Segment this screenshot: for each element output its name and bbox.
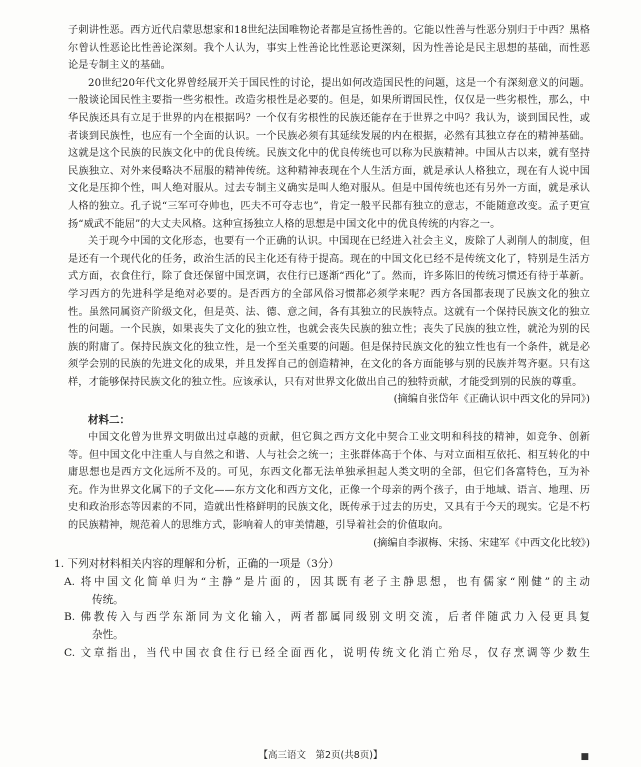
- source-citation-2: (摘编自李淑梅、宋扬、宋建军《中西文化比较》): [373, 537, 590, 549]
- option-b-continuation: 杂性。: [92, 629, 124, 641]
- option-b-label: B.: [64, 611, 76, 624]
- option-a-continuation: 传统。: [92, 593, 124, 606]
- paragraph-national-character: 20世纪20年代文化界曾经展开关于国民性的讨论，提出如何改造国民性的问题，这是一个有深刻意义的问题。一般谈论国民性主要指一些劣根性。改造劣根性是必要的。但是，如果所谓国民性，仅仅是一些劣根性，那么，中华民族还具有立足于世界的内在根据吗？一个仅有劣根性的民族还能存在于世界之中吗？我认为，谈到国民性，或者谈到民族性，也应有一个全面的认识。一个民族必须有其延续发展的内在根据，必然有其独立存在的精神基础。这就是这个民族的民族文化中的优良传统。民族文化中的优良传统也可以称为民族精神。中国从古以来，就有坚持民族独立、对外来侵略决不屈服的精神传统。这种精神表现在个人生活方面，就是承认人格独立，现在有人说中国文化是压抑个性，叫人绝对服从。过去专制主义确实是叫人绝对服从。但是中国传统也还有另外一方面，就是承认人格的独立。孔子说“三军可夺帅也，匹夫不可夺志也”，肯定一般平民都有独立的意志，不能随意改变。孟子更宣扬“威武不能屈”的大丈夫风格。这种宣扬独立人格的思想是中国文化中的优良传统的内容之一。: [68, 77, 590, 230]
- paragraph-material-2: 中国文化曾为世界文明做出过卓越的贡献，但它與之西方文化中契合工业文明和科技的精神，如竞争、创新等。但中国文化中注重人与自然之和谐、人与社会之统一；主张群体高于个体、与对立面相互依托、相互转化的中庸思想也是西方文化远所不及的。可见，东西文化都无法单独承担起人类文明的全部，但它们各富特色，互为补充。作为世界文化属下的子文化——东方文化和西方文化，正像一个母亲的两个孩子，由于地域、语言、地理、历史和政治形态等因素的不同，造就出性格鲜明的民族文化，既传承于过去的历史，又具有于今天的现实。它是不朽的民族精神，规范着人的思维方式，影响着人的审美情趣，引导着社会的价值取向。: [68, 432, 590, 532]
- document-page: [54, 22, 590, 662]
- material-2-heading: 材料二：: [88, 414, 130, 427]
- page-footer: 【高三语文 第2页(共8页)】: [258, 750, 383, 761]
- option-c-text: 文章指出，当代中国衣食住行已经全面西化，说明传统文化消亡殆尽，仅存烹调等少数生: [78, 646, 590, 659]
- corner-mark: ■: [580, 752, 589, 762]
- option-a[interactable]: [64, 574, 590, 592]
- option-b[interactable]: [64, 609, 590, 627]
- option-c[interactable]: [64, 645, 590, 663]
- option-b-text: 佛教传入与西学东渐同为文化输入，两者都属同级别文明交流，后者伴随武力入侵更具复: [78, 611, 590, 624]
- question-1-title: 1. 下列对材料相关内容的理解和分析，正确的一项是（3分）: [54, 558, 340, 571]
- option-a-label: A.: [64, 576, 76, 589]
- paragraph-cultural-form: 关于现今中国的文化形态，也要有一个正确的认识。中国现在已经进入社会主义，废除了人剥削人的制度，但是还有一个现代化的任务，政治生活的民主化还有待于提高。现在的中国文化已经不是传统文化了，特别是生活方式方面，衣食住行，除了食还保留中国烹调，衣住行已逐渐“西化”了。然而，许多陈旧的传统习惯还有待于革新。学习西方的先进科学是绝对必要的。是否西方的全部风俗习惯都必须学来呢？西方各国都表现了民族文化的独立性。虽然同属资产阶级文化，但是英、法、德、意之间，各有其独立的民族特点。这就有一个保持民族文化的独立性的问题。一个民族，如果丧失了文化的独立性，也就会丧失民族的独立性；丧失了民族的独立性，就沦为别的民族的附庸了。保持民族文化的独立性，是一个至关重要的问题。但是保持民族文化的独立性也有一个条件，就是必须学会别的民族的先进文化的成果，并且发挥自己的创造精神，在文化的各方面能够与别的民族并驾齐驱。只有这样，才能够保持民族文化的独立性。应该承认，只有对世界文化做出自己的独特贡献，才能受到别的民族的尊重。: [68, 236, 590, 388]
- paragraph-top: 子刺讲性恶。西方近代启蒙思想家和18世纪法国唯物论者都是宣扬性善的。它能以性善与性恶分别归于中西？黑格尔曾认性恶论比性善论深刻。我个人认为，事实上性善论比性恶论更深刻，因为性善论是民主思想的基础，而性恶论是专制主义的基础。: [68, 25, 590, 72]
- option-c-label: C.: [64, 646, 76, 659]
- source-citation-1: (摘编自张岱年《正确认识中西文化的异同》): [393, 394, 590, 406]
- option-a-text: 将中国文化简单归为“主静”是片面的，因其既有老子主静思想，也有儒家“刚健”的主动: [78, 576, 590, 589]
